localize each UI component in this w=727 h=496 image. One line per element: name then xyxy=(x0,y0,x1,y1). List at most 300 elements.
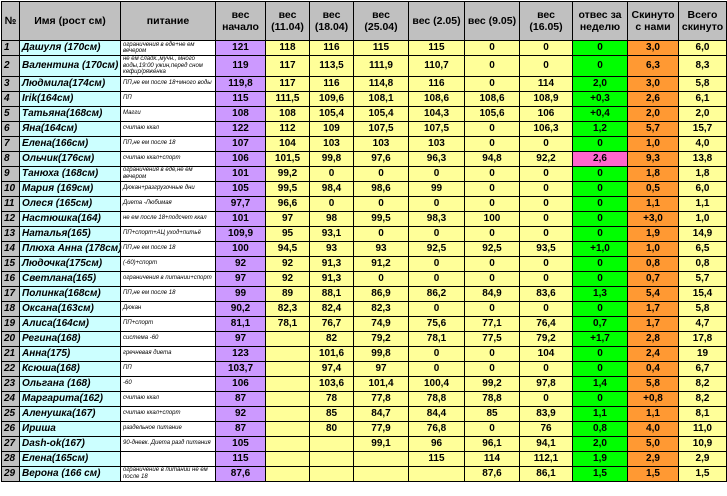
cell-n: 12 xyxy=(2,211,20,226)
cell-w5: 114 xyxy=(465,451,520,466)
cell-us: 1,8 xyxy=(628,166,679,181)
cell-name: Аленушка(167) xyxy=(20,406,121,421)
cell-w3: 111,9 xyxy=(354,56,409,77)
cell-start: 119,8 xyxy=(216,76,266,91)
cell-start: 108 xyxy=(216,106,266,121)
cell-w6: 86,1 xyxy=(520,466,573,481)
cell-name: Светлана(165) xyxy=(20,271,121,286)
table-row xyxy=(2,41,727,56)
cell-w4: 78,1 xyxy=(409,331,465,346)
cell-w4: 116 xyxy=(409,76,465,91)
cell-week: 1,4 xyxy=(573,376,628,391)
cell-w6: 79,2 xyxy=(520,331,573,346)
cell-diet: не ем сладк.,мучн., много воды,19:00 ужин,перед сном кефир/ряженка xyxy=(121,56,216,77)
cell-diet: считаю ккал xyxy=(121,121,216,136)
cell-start: 109,9 xyxy=(216,226,266,241)
cell-total: 5,7 xyxy=(679,271,727,286)
cell-w5: 85 xyxy=(465,406,520,421)
cell-total: 19 xyxy=(679,346,727,361)
table-row xyxy=(2,421,727,436)
cell-name: Верона (166 см) xyxy=(20,466,121,481)
cell-us: 1,1 xyxy=(628,406,679,421)
cell-start: 100 xyxy=(216,241,266,256)
cell-w4: 76,8 xyxy=(409,421,465,436)
cell-w2: 109 xyxy=(310,121,354,136)
cell-w1: 117 xyxy=(266,76,310,91)
header-week: отвес за неделю xyxy=(573,2,628,41)
cell-n: 17 xyxy=(2,286,20,301)
cell-w4: 98,3 xyxy=(409,211,465,226)
cell-week: +0,3 xyxy=(573,91,628,106)
cell-w1 xyxy=(266,451,310,466)
cell-w2: 113,5 xyxy=(310,56,354,77)
cell-w2 xyxy=(310,436,354,451)
header-row xyxy=(2,2,727,41)
cell-name: Ириша xyxy=(20,421,121,436)
cell-start: 87 xyxy=(216,421,266,436)
cell-us: 5,0 xyxy=(628,436,679,451)
cell-name: Irik(164см) xyxy=(20,91,121,106)
table-row xyxy=(2,226,727,241)
cell-w5: 96,1 xyxy=(465,436,520,451)
cell-n: 9 xyxy=(2,166,20,181)
cell-n: 14 xyxy=(2,241,20,256)
cell-w4: 78,8 xyxy=(409,391,465,406)
cell-n: 26 xyxy=(2,421,20,436)
cell-diet: ограничения в еде+не ем вечером xyxy=(121,41,216,56)
cell-w3: 101,4 xyxy=(354,376,409,391)
cell-w1: 118 xyxy=(266,41,310,56)
cell-start: 115 xyxy=(216,451,266,466)
cell-us: 0,5 xyxy=(628,181,679,196)
cell-w3: 91,2 xyxy=(354,256,409,271)
cell-w6: 0 xyxy=(520,391,573,406)
cell-total: 17,8 xyxy=(679,331,727,346)
cell-name: Елена(166см) xyxy=(20,136,121,151)
table-row xyxy=(2,166,727,181)
cell-total: 6,5 xyxy=(679,241,727,256)
table-row xyxy=(2,136,727,151)
cell-w4: 84,4 xyxy=(409,406,465,421)
cell-w2: 101,6 xyxy=(310,346,354,361)
cell-total: 1,8 xyxy=(679,166,727,181)
cell-us: 0,7 xyxy=(628,271,679,286)
cell-w2: 98,4 xyxy=(310,181,354,196)
cell-w4: 108,6 xyxy=(409,91,465,106)
header-us: Скинуто с нами xyxy=(628,2,679,41)
cell-diet: система -60 xyxy=(121,331,216,346)
cell-week: 0 xyxy=(573,166,628,181)
cell-w2 xyxy=(310,451,354,466)
header-w3: вес (25.04) xyxy=(354,2,409,41)
header-w5: вес (9.05) xyxy=(465,2,520,41)
cell-w6: 112,1 xyxy=(520,451,573,466)
cell-name: Елена(165см) xyxy=(20,451,121,466)
cell-total: 2,0 xyxy=(679,106,727,121)
cell-w1: 92 xyxy=(266,256,310,271)
cell-w5: 99,2 xyxy=(465,376,520,391)
cell-w1: 101,5 xyxy=(266,151,310,166)
cell-week: 1,9 xyxy=(573,451,628,466)
cell-start: 92 xyxy=(216,406,266,421)
cell-w5: 0 xyxy=(465,301,520,316)
cell-w3: 74,9 xyxy=(354,316,409,331)
cell-w2: 93,1 xyxy=(310,226,354,241)
cell-w2: 109,6 xyxy=(310,91,354,106)
cell-diet: ограничения в еде,не ем вечером xyxy=(121,166,216,181)
cell-diet: ПП xyxy=(121,361,216,376)
cell-total: 5,8 xyxy=(679,76,727,91)
cell-w1: 94,5 xyxy=(266,241,310,256)
table-row xyxy=(2,256,727,271)
cell-us: +3,0 xyxy=(628,211,679,226)
cell-w3 xyxy=(354,466,409,481)
table-row xyxy=(2,106,727,121)
cell-w2: 82 xyxy=(310,331,354,346)
cell-w3: 108,1 xyxy=(354,91,409,106)
cell-w4: 115 xyxy=(409,41,465,56)
cell-week: 2,0 xyxy=(573,76,628,91)
cell-total: 6,1 xyxy=(679,91,727,106)
cell-us: 2,8 xyxy=(628,331,679,346)
cell-total: 8,3 xyxy=(679,56,727,77)
cell-n: 29 xyxy=(2,466,20,481)
cell-w3: 107,5 xyxy=(354,121,409,136)
cell-week: +1,0 xyxy=(573,241,628,256)
cell-w6: 0 xyxy=(520,136,573,151)
cell-w3: 0 xyxy=(354,196,409,211)
cell-total: 10,9 xyxy=(679,436,727,451)
cell-w4: 75,6 xyxy=(409,316,465,331)
cell-n: 15 xyxy=(2,256,20,271)
cell-w3: 99,8 xyxy=(354,346,409,361)
cell-n: 6 xyxy=(2,121,20,136)
cell-w2: 91,3 xyxy=(310,271,354,286)
cell-w3: 105,4 xyxy=(354,106,409,121)
cell-us: 1,1 xyxy=(628,196,679,211)
cell-week: 0 xyxy=(573,226,628,241)
cell-total: 5,8 xyxy=(679,301,727,316)
cell-diet: ограничения в питании+спорт xyxy=(121,271,216,286)
cell-w1: 99,2 xyxy=(266,166,310,181)
cell-week: 0 xyxy=(573,301,628,316)
cell-w4: 86,2 xyxy=(409,286,465,301)
cell-total: 8,2 xyxy=(679,376,727,391)
header-total: Всего скинуто xyxy=(679,2,727,41)
cell-w1: 104 xyxy=(266,136,310,151)
cell-total: 13,8 xyxy=(679,151,727,166)
cell-start: 97 xyxy=(216,331,266,346)
header-name: Имя (рост см) xyxy=(20,2,121,41)
cell-us: 2,9 xyxy=(628,451,679,466)
cell-total: 1,1 xyxy=(679,196,727,211)
cell-w6: 92,2 xyxy=(520,151,573,166)
header-num: № xyxy=(2,2,20,41)
cell-w4: 96,3 xyxy=(409,151,465,166)
cell-w4: 104,3 xyxy=(409,106,465,121)
cell-start: 103,7 xyxy=(216,361,266,376)
cell-w6: 0 xyxy=(520,181,573,196)
cell-us: 3,0 xyxy=(628,76,679,91)
cell-w5: 0 xyxy=(465,56,520,77)
cell-w5: 94,8 xyxy=(465,151,520,166)
cell-w6: 0 xyxy=(520,211,573,226)
cell-w6: 83,9 xyxy=(520,406,573,421)
table-row xyxy=(2,316,727,331)
cell-w1: 89 xyxy=(266,286,310,301)
cell-w1 xyxy=(266,406,310,421)
table-row xyxy=(2,271,727,286)
cell-w3: 0 xyxy=(354,226,409,241)
cell-w5: 0 xyxy=(465,421,520,436)
cell-n: 4 xyxy=(2,91,20,106)
cell-name: Татьяна(168см) xyxy=(20,106,121,121)
cell-diet: раздельное питание xyxy=(121,421,216,436)
cell-w4: 0 xyxy=(409,166,465,181)
cell-start: 123 xyxy=(216,346,266,361)
cell-start: 97,7 xyxy=(216,196,266,211)
cell-w2: 88,1 xyxy=(310,286,354,301)
cell-total: 2,9 xyxy=(679,451,727,466)
cell-w2: 0 xyxy=(310,196,354,211)
cell-w1: 82,3 xyxy=(266,301,310,316)
cell-w5: 84,9 xyxy=(465,286,520,301)
cell-w3: 77,8 xyxy=(354,391,409,406)
table-row xyxy=(2,286,727,301)
header-w6: вес (16.05) xyxy=(520,2,573,41)
cell-w1 xyxy=(266,436,310,451)
cell-w1: 112 xyxy=(266,121,310,136)
cell-w5: 77,1 xyxy=(465,316,520,331)
cell-name: Людочка(175см) xyxy=(20,256,121,271)
cell-week: 0 xyxy=(573,391,628,406)
header-w1: вес (11.04) xyxy=(266,2,310,41)
cell-name: Dash-ok(167) xyxy=(20,436,121,451)
cell-w4: 100,4 xyxy=(409,376,465,391)
table-row xyxy=(2,361,727,376)
cell-w5: 108,6 xyxy=(465,91,520,106)
cell-start: 105 xyxy=(216,181,266,196)
cell-total: 1,5 xyxy=(679,466,727,481)
cell-week: 0 xyxy=(573,181,628,196)
cell-total: 4,7 xyxy=(679,316,727,331)
cell-w4: 99 xyxy=(409,181,465,196)
cell-w2: 80 xyxy=(310,421,354,436)
cell-total: 15,4 xyxy=(679,286,727,301)
cell-w6: 0 xyxy=(520,256,573,271)
cell-start: 97 xyxy=(216,271,266,286)
cell-w5: 0 xyxy=(465,41,520,56)
cell-diet: считаю ккал xyxy=(121,391,216,406)
cell-w5: 0 xyxy=(465,166,520,181)
weight-table xyxy=(1,1,727,482)
table-row xyxy=(2,91,727,106)
cell-us: 1,7 xyxy=(628,301,679,316)
cell-us: 5,7 xyxy=(628,121,679,136)
cell-w2: 103 xyxy=(310,136,354,151)
cell-us: 2,6 xyxy=(628,91,679,106)
cell-w2: 116 xyxy=(310,41,354,56)
cell-name: Олеся (165см) xyxy=(20,196,121,211)
cell-week: 1,2 xyxy=(573,121,628,136)
cell-n: 13 xyxy=(2,226,20,241)
cell-total: 6,0 xyxy=(679,41,727,56)
cell-w6: 0 xyxy=(520,226,573,241)
cell-start: 81,1 xyxy=(216,316,266,331)
cell-w6: 0 xyxy=(520,41,573,56)
cell-start: 122 xyxy=(216,121,266,136)
cell-diet: считаю ккал+спорт xyxy=(121,406,216,421)
cell-us: 4,0 xyxy=(628,421,679,436)
cell-total: 1,0 xyxy=(679,211,727,226)
table-row xyxy=(2,436,727,451)
cell-w5: 0 xyxy=(465,361,520,376)
cell-w1 xyxy=(266,331,310,346)
cell-w2: 116 xyxy=(310,76,354,91)
table-row xyxy=(2,151,727,166)
cell-w6: 106,3 xyxy=(520,121,573,136)
cell-w6: 97,8 xyxy=(520,376,573,391)
cell-w5: 0 xyxy=(465,136,520,151)
table-row xyxy=(2,196,727,211)
cell-start: 92 xyxy=(216,256,266,271)
table-row xyxy=(2,181,727,196)
cell-w1: 95 xyxy=(266,226,310,241)
cell-n: 25 xyxy=(2,406,20,421)
cell-us: 1,7 xyxy=(628,316,679,331)
cell-name: Ольчик(176см) xyxy=(20,151,121,166)
cell-w6: 0 xyxy=(520,56,573,77)
cell-diet: ПП xyxy=(121,91,216,106)
cell-n: 18 xyxy=(2,301,20,316)
cell-diet: ПП,не ем после 18 xyxy=(121,136,216,151)
cell-w3: 115 xyxy=(354,41,409,56)
table-row xyxy=(2,76,727,91)
cell-week: 0 xyxy=(573,211,628,226)
cell-w3: 0 xyxy=(354,271,409,286)
cell-n: 8 xyxy=(2,151,20,166)
cell-w4: 107,5 xyxy=(409,121,465,136)
cell-w4: 110,7 xyxy=(409,56,465,77)
cell-us: 0,4 xyxy=(628,361,679,376)
cell-n: 21 xyxy=(2,346,20,361)
table-row xyxy=(2,211,727,226)
cell-diet: не ем после 18+подсчет ккал xyxy=(121,211,216,226)
cell-w2: 82,4 xyxy=(310,301,354,316)
cell-w1: 111,5 xyxy=(266,91,310,106)
cell-n: 23 xyxy=(2,376,20,391)
cell-w3: 99,1 xyxy=(354,436,409,451)
cell-diet: Дюкан xyxy=(121,301,216,316)
table-body xyxy=(2,41,727,482)
table-row xyxy=(2,346,727,361)
header-start: вес начало xyxy=(216,2,266,41)
cell-us: 1,0 xyxy=(628,136,679,151)
cell-us: 9,3 xyxy=(628,151,679,166)
cell-w3 xyxy=(354,451,409,466)
cell-total: 6,7 xyxy=(679,361,727,376)
cell-w3: 93 xyxy=(354,241,409,256)
cell-total: 8,1 xyxy=(679,406,727,421)
cell-start: 105 xyxy=(216,436,266,451)
cell-diet: гречневая диета xyxy=(121,346,216,361)
cell-w5: 0 xyxy=(465,256,520,271)
cell-w3: 86,9 xyxy=(354,286,409,301)
cell-start: 101 xyxy=(216,166,266,181)
cell-week: 2,6 xyxy=(573,151,628,166)
cell-w6: 76,4 xyxy=(520,316,573,331)
cell-week: 0 xyxy=(573,346,628,361)
cell-name: Танюха (168см) xyxy=(20,166,121,181)
cell-name: Наталья(165) xyxy=(20,226,121,241)
cell-start: 90,2 xyxy=(216,301,266,316)
table-row xyxy=(2,466,727,481)
cell-w3: 99,5 xyxy=(354,211,409,226)
cell-us: 2,0 xyxy=(628,106,679,121)
cell-w6: 83,6 xyxy=(520,286,573,301)
cell-w1: 97 xyxy=(266,211,310,226)
cell-diet: ПП,не ем после 18 xyxy=(121,241,216,256)
cell-w6: 0 xyxy=(520,301,573,316)
cell-w1 xyxy=(266,361,310,376)
cell-n: 27 xyxy=(2,436,20,451)
cell-w5: 78,8 xyxy=(465,391,520,406)
cell-n: 16 xyxy=(2,271,20,286)
cell-us: 5,4 xyxy=(628,286,679,301)
cell-total: 4,0 xyxy=(679,136,727,151)
cell-w2: 105,4 xyxy=(310,106,354,121)
cell-week: 0 xyxy=(573,256,628,271)
cell-start: 106 xyxy=(216,151,266,166)
cell-w6: 108,9 xyxy=(520,91,573,106)
cell-name: Полинка(168см) xyxy=(20,286,121,301)
cell-diet: Магги xyxy=(121,106,216,121)
cell-w1 xyxy=(266,346,310,361)
cell-w6: 94,1 xyxy=(520,436,573,451)
cell-name: Ольгана (168) xyxy=(20,376,121,391)
cell-w3: 114,8 xyxy=(354,76,409,91)
cell-week: 0 xyxy=(573,136,628,151)
cell-w4: 103 xyxy=(409,136,465,151)
cell-w2: 76,7 xyxy=(310,316,354,331)
cell-total: 14,9 xyxy=(679,226,727,241)
cell-total: 11,0 xyxy=(679,421,727,436)
cell-us: 1,9 xyxy=(628,226,679,241)
cell-n: 22 xyxy=(2,361,20,376)
cell-week: 1,5 xyxy=(573,466,628,481)
cell-w2: 97,4 xyxy=(310,361,354,376)
cell-w1 xyxy=(266,376,310,391)
cell-us: 1,5 xyxy=(628,466,679,481)
cell-name: Алиса(164см) xyxy=(20,316,121,331)
cell-diet: ПП,не ем после 18+много воды xyxy=(121,76,216,91)
cell-us: 5,8 xyxy=(628,376,679,391)
cell-w6: 104 xyxy=(520,346,573,361)
cell-n: 20 xyxy=(2,331,20,346)
cell-name: Мария (169см) xyxy=(20,181,121,196)
table-row xyxy=(2,241,727,256)
cell-w4: 92,5 xyxy=(409,241,465,256)
cell-w5: 0 xyxy=(465,196,520,211)
cell-total: 6,0 xyxy=(679,181,727,196)
cell-w3: 97,6 xyxy=(354,151,409,166)
cell-w4: 0 xyxy=(409,196,465,211)
cell-w4: 0 xyxy=(409,301,465,316)
table-row xyxy=(2,331,727,346)
cell-start: 119 xyxy=(216,56,266,77)
cell-week: 0 xyxy=(573,271,628,286)
table-row xyxy=(2,406,727,421)
